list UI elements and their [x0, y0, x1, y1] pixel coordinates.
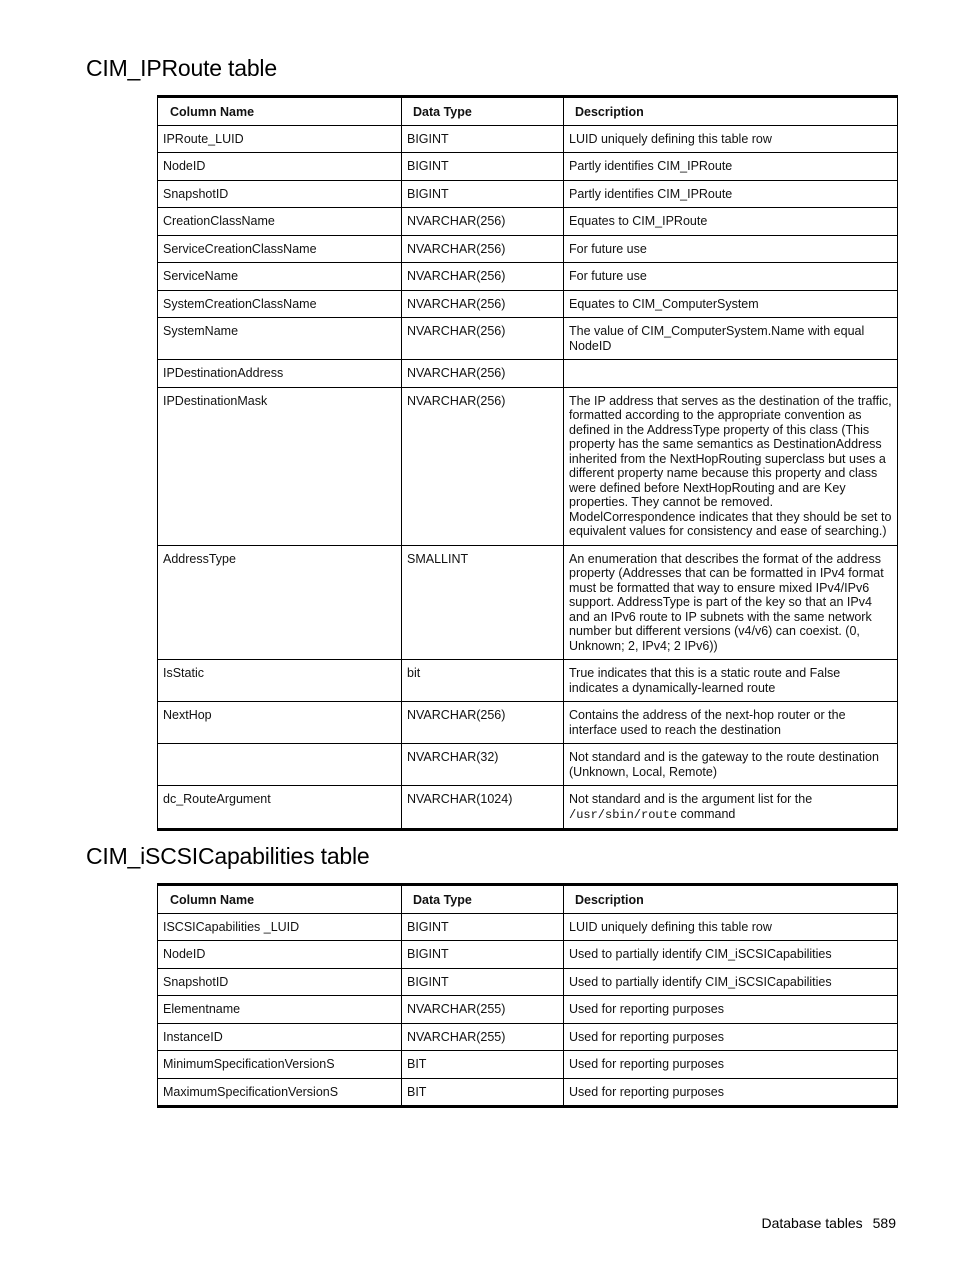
cell-description: Equates to CIM_IPRoute	[564, 208, 898, 236]
cell-column-name: IPRoute_LUID	[158, 125, 402, 153]
cell-column-name: AddressType	[158, 545, 402, 660]
cell-column-name: SystemCreationClassName	[158, 290, 402, 318]
table-row	[158, 996, 898, 1024]
cell-data-type: NVARCHAR(1024)	[402, 786, 564, 830]
command-path: /usr/sbin/route	[569, 807, 678, 822]
cell-column-name: IPDestinationAddress	[158, 360, 402, 388]
cell-column-name: ServiceName	[158, 263, 402, 291]
table-row	[158, 913, 898, 941]
cell-data-type: BIT	[402, 1078, 564, 1107]
column-header-description: Description	[564, 97, 898, 126]
cell-column-name: NodeID	[158, 941, 402, 969]
cell-column-name: CreationClassName	[158, 208, 402, 236]
table-row	[158, 153, 898, 181]
cell-data-type: BIGINT	[402, 913, 564, 941]
table-row	[158, 180, 898, 208]
table-row	[158, 1023, 898, 1051]
cell-column-name: NextHop	[158, 702, 402, 744]
footer-section-name: Database tables	[761, 1215, 863, 1231]
table-row	[158, 208, 898, 236]
cell-column-name: SnapshotID	[158, 180, 402, 208]
cell-description: The IP address that serves as the destination of the traffic, formatted according to the appropriate convention as defined in the AddressType property of this class (This property has the same semantics as DestinationAddress inherited from the NextHopRouting superclass but uses a different property name because this property and class were defined before NextHopRouting and are Key properties. They cannot be removed. ModelCorrespondence indicates that they should be set to equivalent values for consistency and ease of searching.)	[564, 387, 898, 545]
table-row	[158, 125, 898, 153]
table-row	[158, 387, 898, 545]
table-row	[158, 786, 898, 830]
cell-description: Used for reporting purposes	[564, 1051, 898, 1079]
cell-data-type: BIGINT	[402, 941, 564, 969]
column-header-description: Description	[564, 885, 898, 914]
cell-description: True indicates that this is a static route and False indicates a dynamically-learned route	[564, 660, 898, 702]
cell-column-name: SystemName	[158, 318, 402, 360]
iscsicapabilities-table	[157, 883, 898, 1108]
cell-data-type: BIGINT	[402, 968, 564, 996]
cell-description: Used to partially identify CIM_iSCSICapabilities	[564, 941, 898, 969]
cell-data-type: NVARCHAR(256)	[402, 235, 564, 263]
column-header-type: Data Type	[402, 885, 564, 914]
description-text-suffix: command	[677, 806, 736, 821]
cell-description	[564, 786, 898, 830]
table-row	[158, 1078, 898, 1107]
table-row	[158, 968, 898, 996]
section-title-iscsicapabilities: CIM_iSCSICapabilities table	[86, 843, 370, 869]
cell-data-type: NVARCHAR(255)	[402, 1023, 564, 1051]
iscsicapabilities-table-body	[158, 913, 898, 1107]
cell-data-type: NVARCHAR(255)	[402, 996, 564, 1024]
cell-data-type: BIGINT	[402, 153, 564, 181]
cell-description: LUID uniquely defining this table row	[564, 125, 898, 153]
table-header-row	[158, 885, 898, 914]
cell-data-type: NVARCHAR(256)	[402, 290, 564, 318]
cell-data-type: NVARCHAR(256)	[402, 208, 564, 236]
cell-column-name: Elementname	[158, 996, 402, 1024]
table-row	[158, 545, 898, 660]
table-row	[158, 702, 898, 744]
cell-data-type: NVARCHAR(256)	[402, 360, 564, 388]
cell-description: For future use	[564, 263, 898, 291]
iproute-table	[157, 95, 898, 831]
cell-description: An enumeration that describes the format of the address property (Addresses that can be formatted in IPv4 format must be formatted that way to ensure mixed IPv4/IPv6 support. AddressType is part of the key so that an IPv4 and an IPv6 route to IP subnets with the same network number but different versions (v4/v6) can coexist. (0, Unknown; 2, IPv4; 2 IPv6))	[564, 545, 898, 660]
table-row	[158, 360, 898, 388]
column-header-type: Data Type	[402, 97, 564, 126]
page-number: 589	[872, 1215, 896, 1231]
cell-data-type: bit	[402, 660, 564, 702]
table-row	[158, 318, 898, 360]
cell-description: Used to partially identify CIM_iSCSICapabilities	[564, 968, 898, 996]
cell-data-type: NVARCHAR(256)	[402, 318, 564, 360]
cell-column-name: SnapshotID	[158, 968, 402, 996]
cell-data-type: NVARCHAR(32)	[402, 744, 564, 786]
cell-column-name: InstanceID	[158, 1023, 402, 1051]
cell-data-type: NVARCHAR(256)	[402, 387, 564, 545]
cell-description: Partly identifies CIM_IPRoute	[564, 153, 898, 181]
cell-description: Not standard and is the gateway to the route destination (Unknown, Local, Remote)	[564, 744, 898, 786]
cell-column-name: ServiceCreationClassName	[158, 235, 402, 263]
cell-description: Used for reporting purposes	[564, 1078, 898, 1107]
table-row	[158, 290, 898, 318]
description-text: Not standard and is the argument list for the	[569, 792, 813, 806]
table-header-row	[158, 97, 898, 126]
cell-description: LUID uniquely defining this table row	[564, 913, 898, 941]
table-row	[158, 235, 898, 263]
cell-description: The value of CIM_ComputerSystem.Name with equal NodeID	[564, 318, 898, 360]
cell-data-type: NVARCHAR(256)	[402, 702, 564, 744]
table-row	[158, 263, 898, 291]
cell-description: Contains the address of the next-hop router or the interface used to reach the destination	[564, 702, 898, 744]
cell-description: Partly identifies CIM_IPRoute	[564, 180, 898, 208]
cell-description: Equates to CIM_ComputerSystem	[564, 290, 898, 318]
cell-description: Used for reporting purposes	[564, 1023, 898, 1051]
column-header-name: Column Name	[158, 885, 402, 914]
cell-column-name: MinimumSpecificationVersionS	[158, 1051, 402, 1079]
iproute-table-body	[158, 125, 898, 830]
cell-column-name	[158, 744, 402, 786]
cell-column-name: IPDestinationMask	[158, 387, 402, 545]
cell-data-type: BIT	[402, 1051, 564, 1079]
cell-description: Used for reporting purposes	[564, 996, 898, 1024]
table-row	[158, 744, 898, 786]
column-header-name: Column Name	[158, 97, 402, 126]
cell-column-name: MaximumSpecificationVersionS	[158, 1078, 402, 1107]
cell-column-name: dc_RouteArgument	[158, 786, 402, 830]
table-row	[158, 1051, 898, 1079]
cell-data-type: SMALLINT	[402, 545, 564, 660]
table-row	[158, 941, 898, 969]
cell-column-name: ISCSICapabilities _LUID	[158, 913, 402, 941]
cell-data-type: BIGINT	[402, 125, 564, 153]
cell-description	[564, 360, 898, 388]
cell-column-name: IsStatic	[158, 660, 402, 702]
cell-data-type: BIGINT	[402, 180, 564, 208]
table-row	[158, 660, 898, 702]
cell-column-name: NodeID	[158, 153, 402, 181]
section-title-iproute: CIM_IPRoute table	[86, 55, 277, 81]
cell-data-type: NVARCHAR(256)	[402, 263, 564, 291]
cell-description: For future use	[564, 235, 898, 263]
page-footer	[761, 1215, 896, 1231]
